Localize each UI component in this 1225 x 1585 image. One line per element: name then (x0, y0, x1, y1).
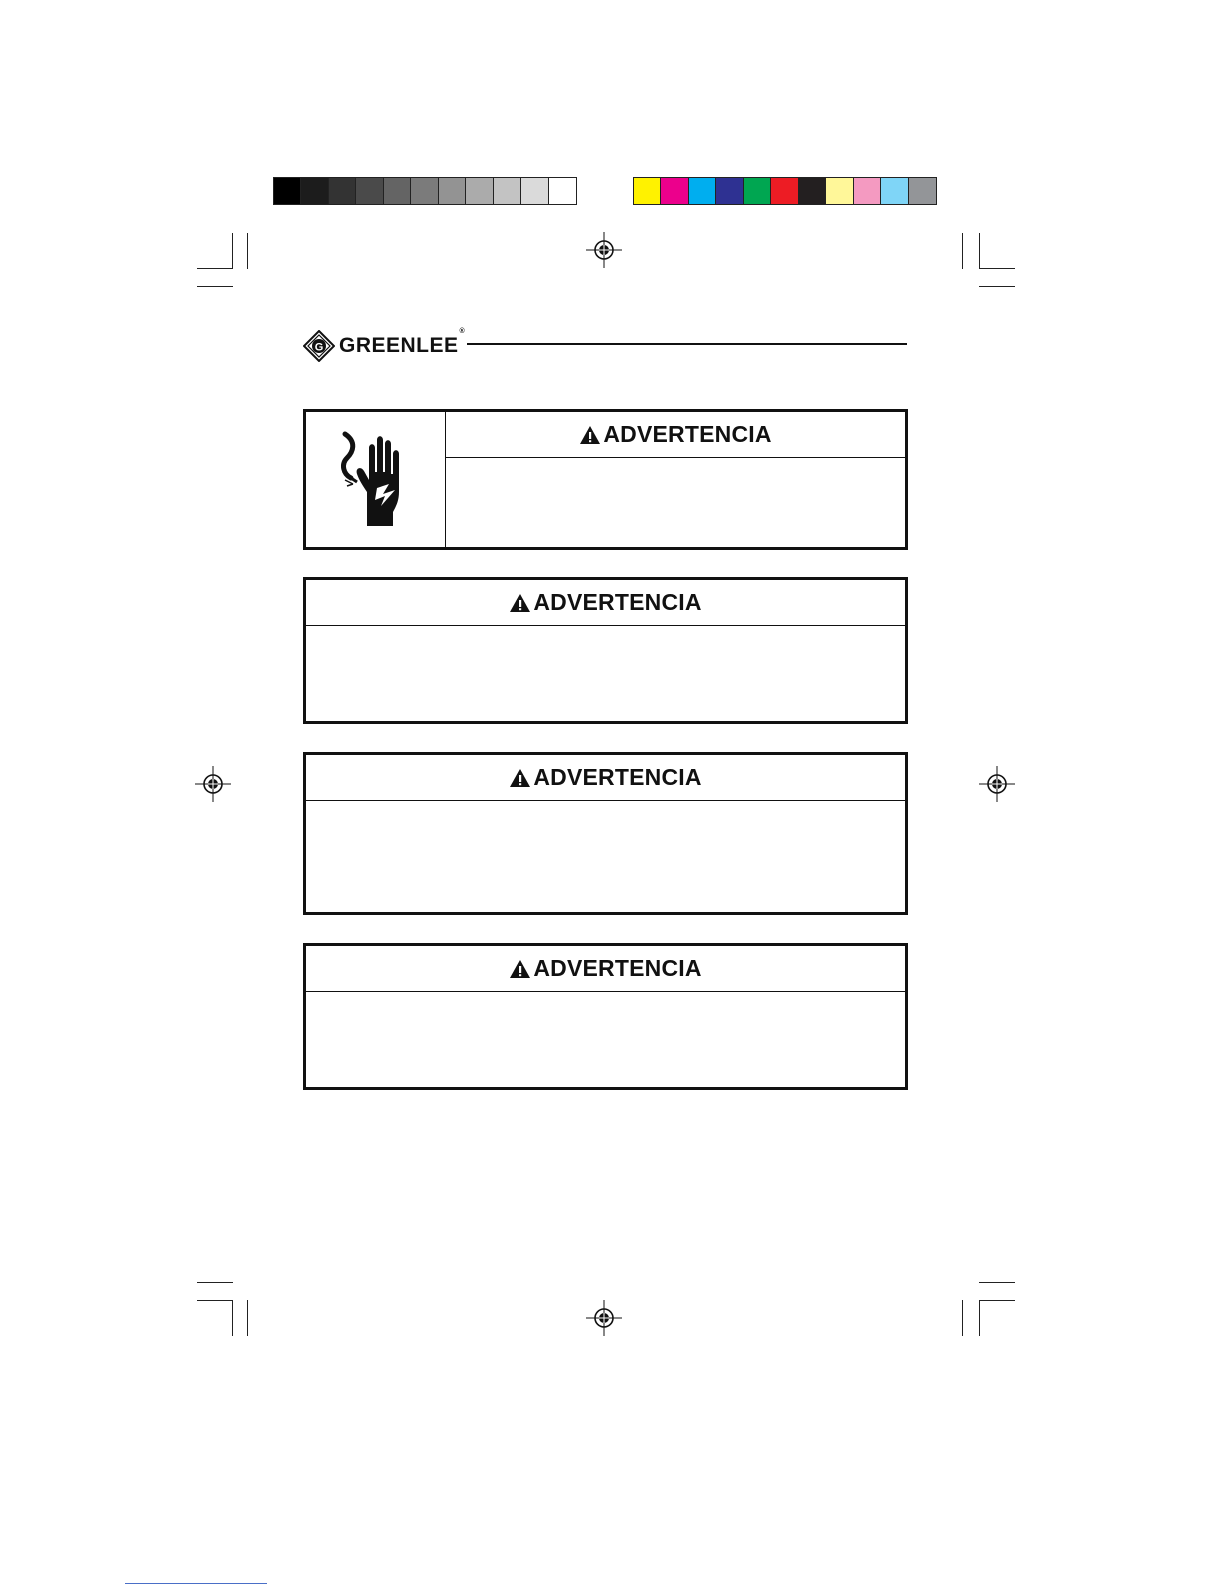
registration-mark-icon (586, 232, 622, 268)
crop-mark (197, 1300, 233, 1301)
color-swatch (521, 178, 548, 204)
warning-triangle-icon (509, 593, 531, 613)
color-swatch (799, 178, 826, 204)
electric-shock-hand-icon (331, 430, 421, 530)
color-swatch (494, 178, 521, 204)
registration-mark-icon (586, 1300, 622, 1336)
color-swatch (744, 178, 771, 204)
color-swatch (634, 178, 661, 204)
color-swatch (411, 178, 438, 204)
crop-mark (979, 1282, 1015, 1283)
crop-mark (232, 1300, 233, 1336)
warning-box (303, 943, 908, 1090)
greenlee-diamond-logo-icon (303, 330, 335, 362)
crop-mark (979, 1300, 1015, 1301)
color-swatch (466, 178, 493, 204)
warning-triangle-icon (509, 768, 531, 788)
warning-title-text: ADVERTENCIA (533, 764, 702, 790)
color-swatch (689, 178, 716, 204)
registration-mark-icon (195, 766, 231, 802)
color-swatch (826, 178, 853, 204)
warning-triangle-icon (579, 425, 601, 445)
crop-mark (247, 233, 248, 269)
color-swatch (716, 178, 743, 204)
color-swatch (301, 178, 328, 204)
crop-mark (962, 1300, 963, 1336)
color-swatch (854, 178, 881, 204)
color-swatch (909, 178, 936, 204)
warning-title-text: ADVERTENCIA (533, 589, 702, 615)
registration-mark-icon (979, 766, 1015, 802)
grayscale-calibration-bar (273, 177, 577, 205)
warning-title (306, 580, 905, 626)
brand-name: GREENLEE® (339, 328, 466, 357)
color-swatch (549, 178, 576, 204)
warning-box (303, 752, 908, 915)
crop-mark (979, 268, 1015, 269)
color-swatch (384, 178, 411, 204)
crop-mark (247, 1300, 248, 1336)
crop-mark (979, 233, 980, 269)
color-swatch (661, 178, 688, 204)
hazard-icon-cell (306, 412, 446, 547)
crop-mark (197, 286, 233, 287)
warning-title (446, 412, 905, 458)
color-swatch (771, 178, 798, 204)
crop-mark (962, 233, 963, 269)
crop-mark (232, 233, 233, 269)
color-swatch (439, 178, 466, 204)
svg-text:G: G (314, 341, 324, 354)
color-swatch (881, 178, 908, 204)
warning-title (306, 946, 905, 992)
warning-triangle-icon (509, 959, 531, 979)
greenlee-logo (303, 330, 465, 362)
warning-title-text: ADVERTENCIA (533, 955, 702, 981)
color-calibration-bar (633, 177, 937, 205)
warning-title-text: ADVERTENCIA (603, 421, 772, 447)
footer-link-underline (125, 1583, 267, 1584)
warning-box (303, 577, 908, 724)
crop-mark (979, 286, 1015, 287)
color-swatch (356, 178, 383, 204)
color-swatch (274, 178, 301, 204)
crop-mark (197, 268, 233, 269)
warning-box (303, 409, 908, 550)
crop-mark (979, 1300, 980, 1336)
crop-mark (197, 1282, 233, 1283)
color-swatch (329, 178, 356, 204)
warning-title (306, 755, 905, 801)
header-rule (467, 343, 907, 345)
